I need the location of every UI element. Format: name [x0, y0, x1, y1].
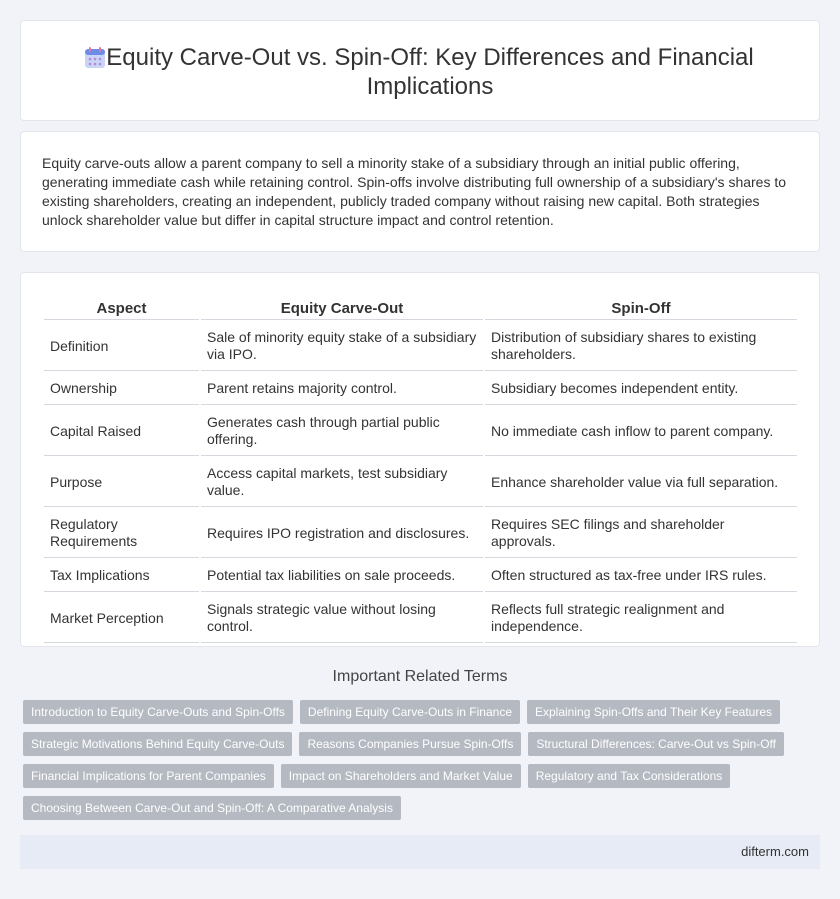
row-spin-off: No immediate cash inflow to parent company.: [485, 407, 797, 456]
table-row: [44, 373, 797, 405]
table-row: [44, 560, 797, 592]
row-aspect: Market Perception: [44, 594, 199, 643]
page-title: Equity Carve-Out vs. Spin-Off: Key Differences and Financial Implications: [106, 44, 754, 100]
intro-text: Equity carve-outs allow a parent company to sell a minority stake of a subsidiary through an initial public offering, generating immediate cash while retaining control. Spin-offs involve distributing full ownership of a subsidiary's shares to existing shareholders, creating an independent, publicly traded company without raising new capital. Both strategies unlock shareholder value but differ in capital structure impact and control retention.: [42, 155, 787, 228]
row-aspect: Tax Implications: [44, 560, 199, 592]
related-term-link[interactable]: Impact on Shareholders and Market Value: [281, 764, 521, 788]
header-spin-off: Spin-Off: [485, 297, 797, 320]
comparison-table: [42, 295, 799, 645]
related-term-link[interactable]: Explaining Spin-Offs and Their Key Features: [527, 700, 780, 724]
related-term-link[interactable]: Reasons Companies Pursue Spin-Offs: [299, 732, 521, 756]
row-aspect: Definition: [44, 322, 199, 371]
row-spin-off: Distribution of subsidiary shares to existing shareholders.: [485, 322, 797, 371]
row-carve-out: Requires IPO registration and disclosures.: [201, 509, 483, 558]
related-term-link[interactable]: Structural Differences: Carve-Out vs Spin-Off: [528, 732, 784, 756]
row-aspect: Purpose: [44, 458, 199, 507]
table-row: [44, 594, 797, 643]
row-carve-out: Generates cash through partial public offering.: [201, 407, 483, 456]
related-term-link[interactable]: Defining Equity Carve-Outs in Finance: [300, 700, 520, 724]
intro-card: [20, 131, 820, 252]
related-term-link[interactable]: Financial Implications for Parent Companies: [23, 764, 274, 788]
row-carve-out: Potential tax liabilities on sale proceeds.: [201, 560, 483, 592]
row-aspect: Regulatory Requirements: [44, 509, 199, 558]
row-carve-out: Sale of minority equity stake of a subsidiary via IPO.: [201, 322, 483, 371]
footer-site-link[interactable]: difterm.com: [741, 844, 809, 859]
row-spin-off: Reflects full strategic realignment and independence.: [485, 594, 797, 643]
table-header-row: [44, 297, 797, 320]
table-row: [44, 322, 797, 371]
header-aspect: Aspect: [44, 297, 199, 320]
row-carve-out: Access capital markets, test subsidiary value.: [201, 458, 483, 507]
footer: [20, 835, 820, 869]
row-spin-off: Requires SEC filings and shareholder approvals.: [485, 509, 797, 558]
related-terms-list: [23, 700, 813, 820]
related-terms-title: Important Related Terms: [332, 668, 508, 685]
table-row: [44, 509, 797, 558]
row-aspect: Capital Raised: [44, 407, 199, 456]
row-spin-off: Subsidiary becomes independent entity.: [485, 373, 797, 405]
row-spin-off: Enhance shareholder value via full separation.: [485, 458, 797, 507]
header-carve-out: Equity Carve-Out: [201, 297, 483, 320]
table-row: [44, 458, 797, 507]
related-term-link[interactable]: Introduction to Equity Carve-Outs and Spin-Offs: [23, 700, 293, 724]
related-term-link[interactable]: Regulatory and Tax Considerations: [528, 764, 731, 788]
header-card: [20, 20, 820, 121]
table-row: [44, 407, 797, 456]
related-term-link[interactable]: Strategic Motivations Behind Equity Carve-Outs: [23, 732, 292, 756]
related-term-link[interactable]: Choosing Between Carve-Out and Spin-Off: A Comparative Analysis: [23, 796, 401, 820]
comparison-card: [20, 272, 820, 647]
row-carve-out: Signals strategic value without losing control.: [201, 594, 483, 643]
row-carve-out: Parent retains majority control.: [201, 373, 483, 405]
row-spin-off: Often structured as tax-free under IRS rules.: [485, 560, 797, 592]
row-aspect: Ownership: [44, 373, 199, 405]
